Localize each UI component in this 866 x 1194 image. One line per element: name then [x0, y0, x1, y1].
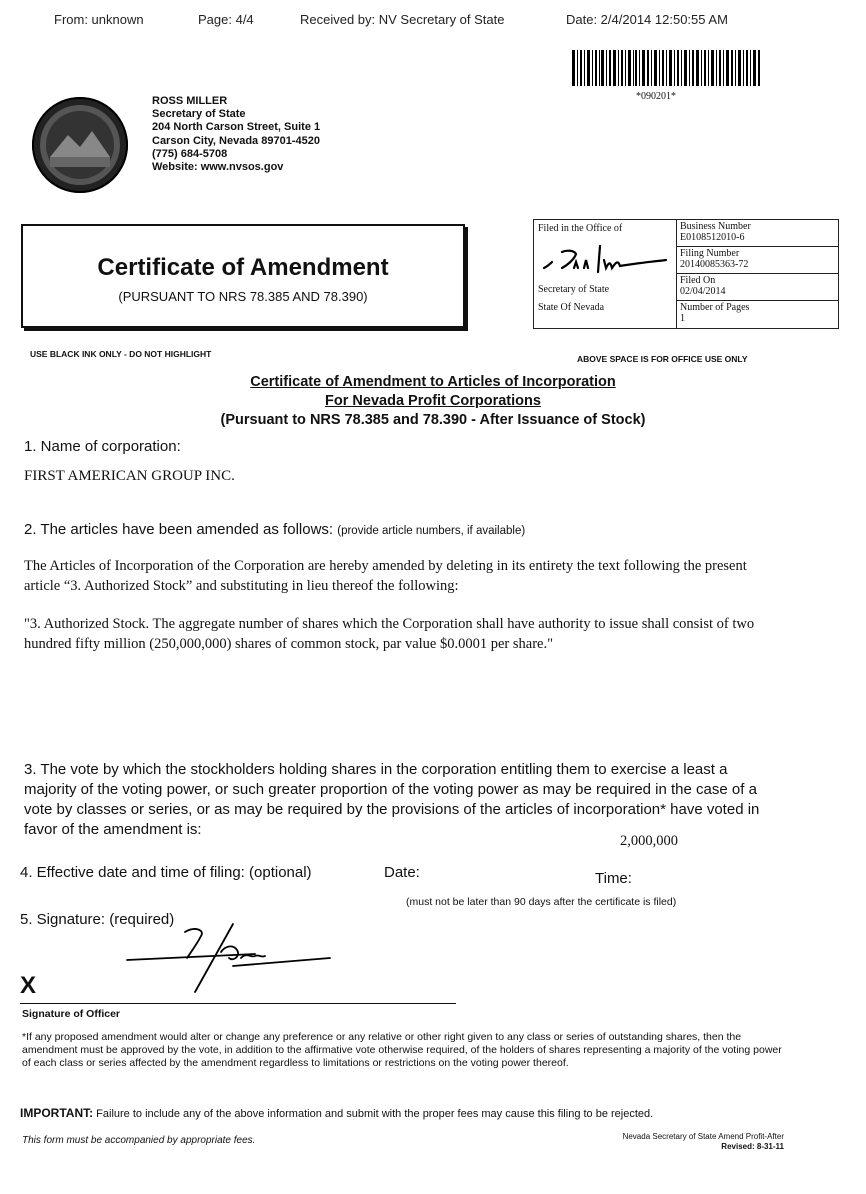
footer-fees-note: This form must be accompanied by appropriate fees.: [22, 1135, 256, 1146]
ink-note: USE BLACK INK ONLY - DO NOT HIGHLIGHT: [30, 349, 212, 359]
pages-value: 1: [680, 313, 685, 324]
important-notice: [20, 1106, 653, 1120]
item-5-label: 5. Signature: (required): [20, 911, 175, 928]
certificate-title: Certificate of Amendment: [97, 254, 389, 281]
state-label: State Of Nevada: [538, 302, 605, 313]
effective-date-note: (must not be later than 90 days after the certificate is filed): [406, 896, 677, 908]
item-2-hint: (provide article numbers, if available): [337, 525, 526, 537]
state-seal-icon: [30, 95, 130, 195]
item-4-label: 4. Effective date and time of filing: (optional): [20, 864, 312, 881]
amendment-intro-text: The Articles of Incorporation of the Corporation are hereby amended by deleting in its entirety the text following the present article “3. Authorized Stock” and substituting in lieu thereof the following:: [24, 558, 747, 594]
filing-number-label: Filing Number: [680, 248, 740, 259]
office-right-column: [676, 220, 838, 328]
filed-in-label: Filed in the Office of: [538, 223, 623, 234]
footer-revised: Revised: 8-31-11: [721, 1142, 784, 1151]
certificate-title-box: [21, 224, 465, 328]
signature-of-officer-label: Signature of Officer: [22, 1008, 121, 1020]
footer-form-name: Nevada Secretary of State Amend Profit-After: [622, 1132, 784, 1141]
barcode-number: *090201*: [636, 91, 676, 102]
item-2-label: 2. The articles have been amended as follows:: [24, 521, 334, 538]
footer-form-info: [560, 1132, 784, 1152]
heading-line-1: Certificate of Amendment to Articles of Incorporation: [250, 374, 616, 390]
vote-count: 2,000,000: [620, 833, 678, 849]
secretary-title: Secretary of State: [152, 108, 246, 121]
secretary-name: ROSS MILLER: [152, 95, 228, 107]
certificate-subtitle: (PURSUANT TO NRS 78.385 AND 78.390): [118, 289, 368, 304]
item-1-label: 1. Name of corporation:: [24, 438, 181, 455]
fax-received: Received by: NV Secretary of State: [300, 12, 505, 27]
secretary-address-2: Carson City, Nevada 89701-4520: [152, 134, 320, 147]
official-signature-icon: [540, 242, 670, 278]
date-label: Date:: [384, 864, 420, 881]
fax-from: From: unknown: [54, 12, 144, 27]
fax-page: Page: 4/4: [198, 12, 254, 27]
time-label: Time:: [595, 870, 632, 887]
office-use-box: [533, 219, 839, 329]
corporation-name: FIRST AMERICAN GROUP INC.: [24, 468, 235, 484]
footnote-text: *If any proposed amendment would alter or change any preference or any relative or other right given to any class or series of outstanding shares, then the amendment must be approved by the vote, in addition to the affirmative vote otherwise required, of the holders of shares representing a majority of the voting power of each class or series affected by the amendment regardless to limitations or restrictions on the voting power thereof.: [22, 1031, 782, 1069]
signature-line: [20, 1003, 456, 1004]
filing-number-value: 20140085363-72: [680, 259, 749, 270]
secretary-address-1: 204 North Carson Street, Suite 1: [152, 121, 321, 134]
item-3-text: 3. The vote by which the stockholders holding shares in the corporation entitling them to exercise a least a majority of the voting power, or such greater proportion of the voting power as may be required in the case of a vote by classes or series, or as may be required by the provisions of the articles of incorporation* have voted in favor of the amendment is:: [24, 761, 760, 838]
filed-on-value: 02/04/2014: [680, 286, 726, 297]
signature-x-mark: X: [20, 972, 37, 999]
business-number-label: Business Number: [680, 221, 751, 232]
business-number-value: E0108512010-6: [680, 232, 745, 243]
officer-signature-icon: [125, 922, 335, 994]
heading-line-3: (Pursuant to NRS 78.385 and 78.390 - After Issuance of Stock): [220, 412, 646, 428]
filing-number-cell: [676, 247, 838, 274]
amendment-article-text: "3. Authorized Stock. The aggregate number of shares which the Corporation shall have authority to issue shall consist of two hundred fifty million (250,000,000) shares of common stock, par value $0.0001 per share.": [24, 616, 755, 652]
important-label: IMPORTANT:: [20, 1106, 94, 1120]
business-number-cell: [676, 220, 838, 247]
pages-cell: [676, 301, 838, 328]
barcode: [572, 50, 760, 86]
secretary-of-state-label: Secretary of State: [538, 284, 610, 295]
office-left-column: [534, 220, 677, 328]
important-text: Failure to include any of the above information and submit with the proper fees may cause this filing to be rejected.: [96, 1108, 654, 1120]
pages-label: Number of Pages: [680, 302, 750, 313]
office-use-note: ABOVE SPACE IS FOR OFFICE USE ONLY: [577, 354, 748, 364]
fax-date: Date: 2/4/2014 12:50:55 AM: [566, 12, 728, 27]
filed-on-label: Filed On: [680, 275, 716, 286]
filed-on-cell: [676, 274, 838, 301]
heading-line-2: For Nevada Profit Corporations: [325, 393, 541, 409]
secretary-info: [152, 95, 320, 174]
secretary-phone: (775) 684-5708: [152, 147, 228, 160]
secretary-website: Website: www.nvsos.gov: [152, 161, 284, 174]
